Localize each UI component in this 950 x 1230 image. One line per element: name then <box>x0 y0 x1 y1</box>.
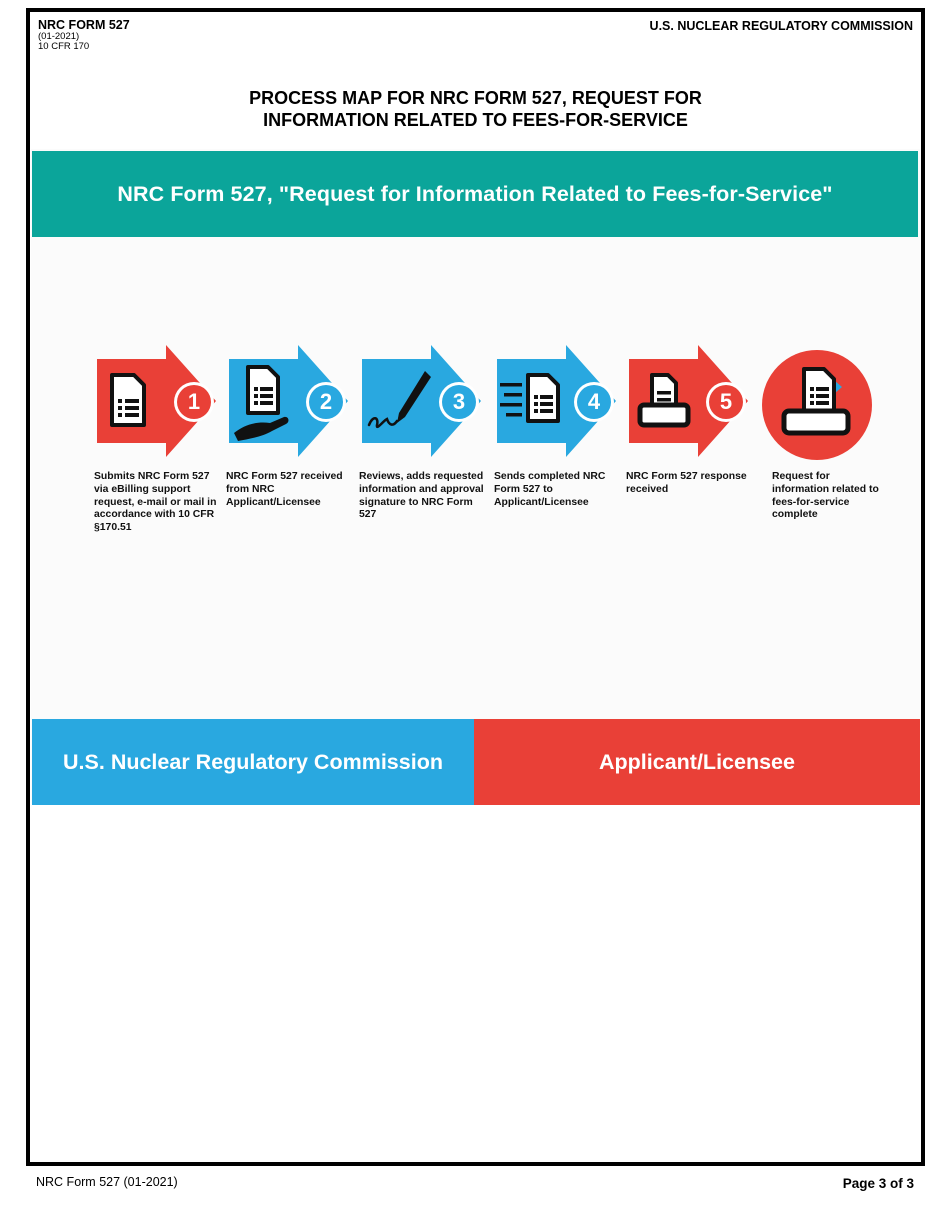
step-4-number: 4 <box>577 385 611 419</box>
legend-nrc: U.S. Nuclear Regulatory Commission <box>32 719 474 805</box>
process-map-banner: NRC Form 527, "Request for Information Related to Fees-for-Service" <box>32 151 918 237</box>
footer-form-reference: NRC Form 527 (01-2021) <box>36 1175 178 1189</box>
step-3-number: 3 <box>442 385 476 419</box>
form-identifier <box>38 18 130 52</box>
step-1-caption: Submits NRC Form 527 via eBilling support request, e-mail or mail in accordance with 10 CFR §170.51 <box>94 471 217 534</box>
completed-document-icon <box>758 345 883 463</box>
step-3-caption: Reviews, adds requested information and approval signature to NRC Form 527 <box>359 471 484 521</box>
step-5-number: 5 <box>709 385 743 419</box>
process-step-complete <box>758 345 883 522</box>
process-step-4 <box>494 345 619 509</box>
role-legend <box>32 719 920 805</box>
process-step-2 <box>226 345 351 509</box>
step-1-number-badge <box>174 382 214 422</box>
step-2-number-badge <box>306 382 346 422</box>
step-5-number-badge <box>706 382 746 422</box>
form-name: NRC FORM 527 <box>38 18 130 32</box>
step-complete-caption: Request for information related to fees-for-service complete <box>772 471 879 521</box>
form-cfr: 10 CFR 170 <box>38 41 90 52</box>
step-3-number-badge <box>439 382 479 422</box>
step-4-caption: Sends completed NRC Form 527 to Applicant/Licensee <box>494 471 606 508</box>
page-number: Page 3 of 3 <box>842 1176 914 1191</box>
agency-name: U.S. NUCLEAR REGULATORY COMMISSION <box>649 19 913 33</box>
legend-applicant: Applicant/Licensee <box>474 719 920 805</box>
process-map <box>31 149 920 804</box>
step-5-caption: NRC Form 527 response received <box>626 471 747 495</box>
page-title-line-1: PROCESS MAP FOR NRC FORM 527, REQUEST FOR <box>249 88 702 108</box>
step-4-number-badge <box>574 382 614 422</box>
step-1-number: 1 <box>177 385 211 419</box>
step-2-number: 2 <box>309 385 343 419</box>
process-step-1 <box>94 345 219 535</box>
page-title-line-2: INFORMATION RELATED TO FEES-FOR-SERVICE <box>263 110 688 130</box>
form-date: (01-2021) <box>38 31 80 42</box>
process-step-5 <box>626 345 751 497</box>
form-frame <box>26 8 925 1166</box>
process-step-3 <box>359 345 484 522</box>
step-2-caption: NRC Form 527 received from NRC Applicant/Licensee <box>226 471 343 508</box>
page-title <box>30 87 921 131</box>
